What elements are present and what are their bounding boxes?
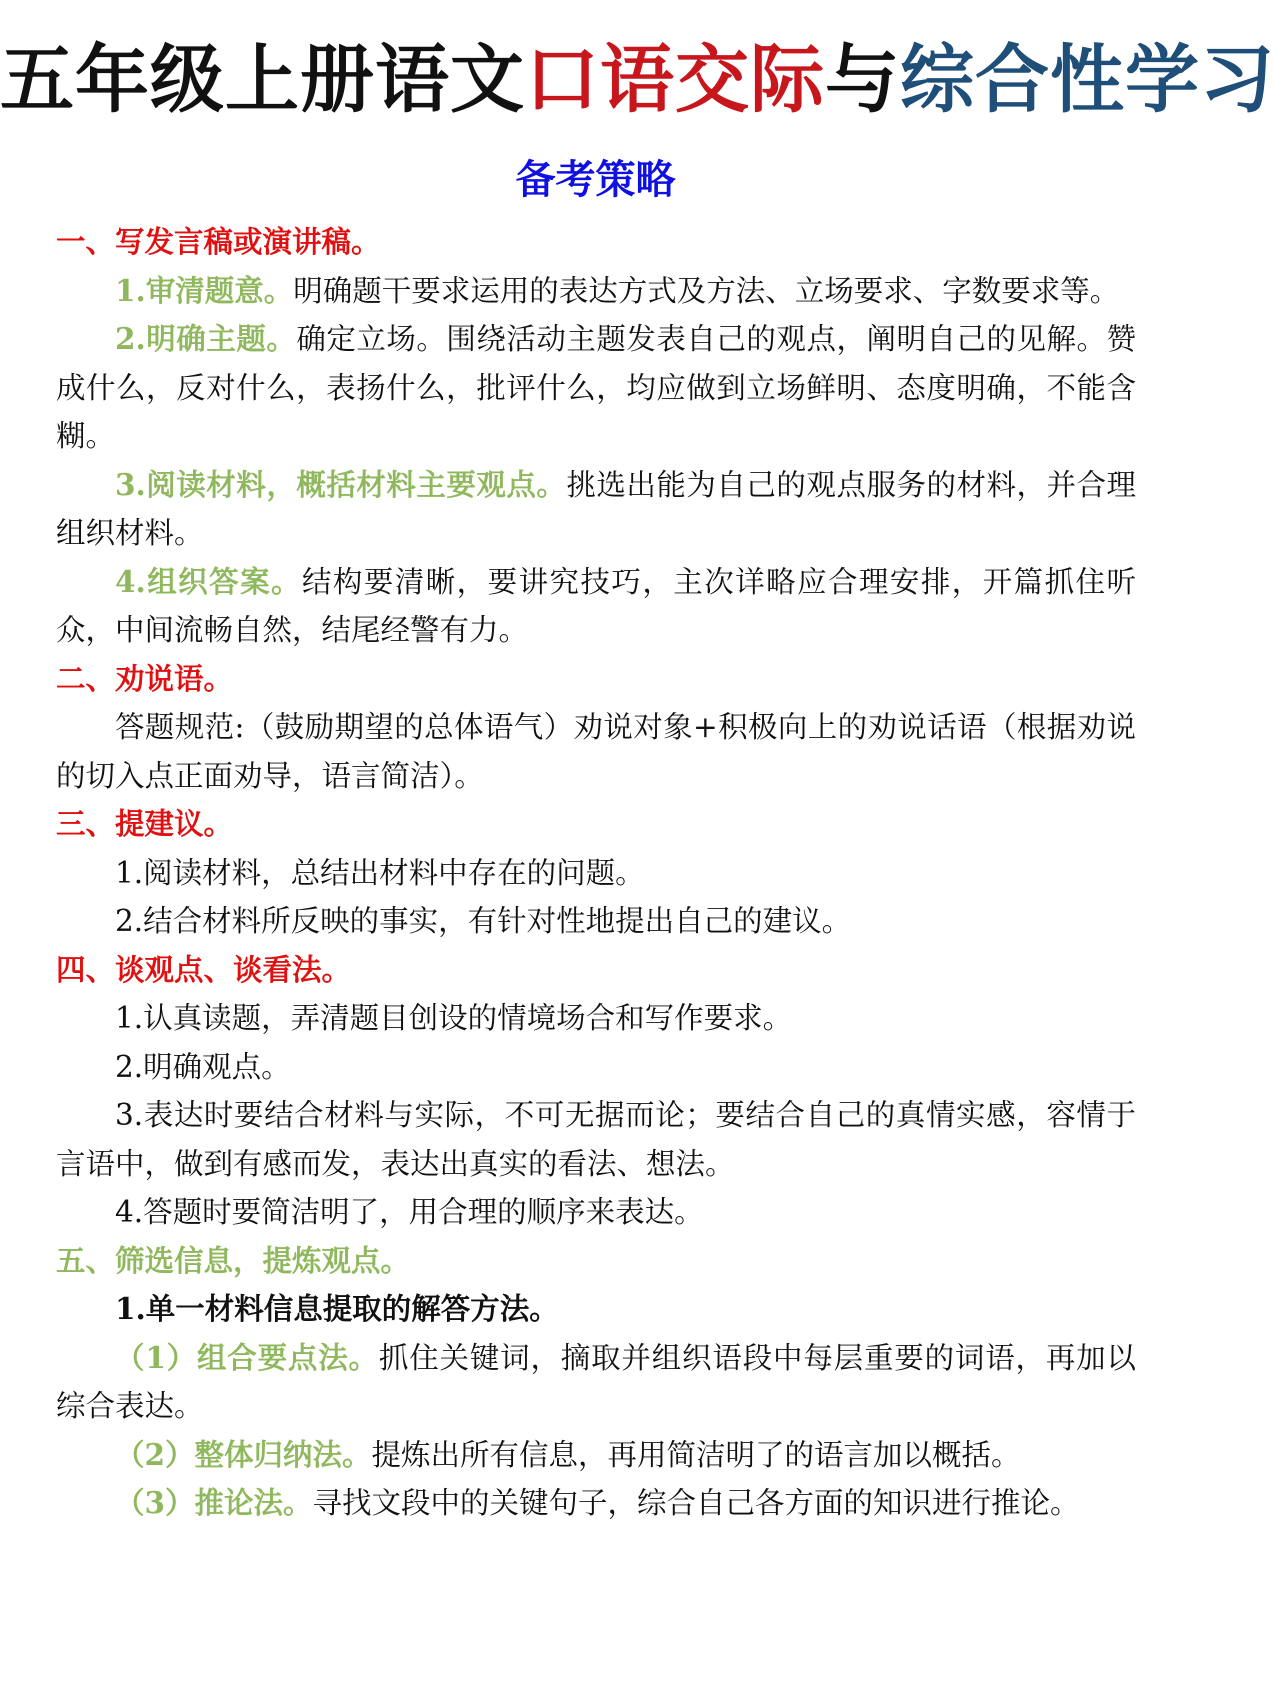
section-4-item-2: 2.明确观点。 <box>115 1049 291 1084</box>
item-lead: 1.审清题意。 <box>115 272 294 308</box>
section-heading-4: 四、谈观点、谈看法。 <box>56 951 352 987</box>
section-1-item-2 <box>56 315 1136 461</box>
section-5-subheading: 1.单一材料信息提取的解答方法。 <box>115 1291 559 1326</box>
section-4-item-3: 3.表达时要结合材料与实际，不可无据而论；要结合自己的真情实感，容情于言语中，做到有感而发，表达出真实的看法、想法。 <box>56 1098 1136 1181</box>
item-text: 确定立场。围绕活动主题发表自己的观点，阐明自己的见解。赞成什么，反对什么，表扬什么，批评什么，均应做到立场鲜明、态度明确，不能含糊。 <box>56 322 1136 453</box>
section-2-item-1: 答题规范:（鼓励期望的总体语气）劝说对象+积极向上的劝说话语（根据劝说的切入点正面劝导，语言简洁）。 <box>56 710 1136 793</box>
item-lead: 4.组织答案。 <box>115 563 302 599</box>
section-heading-3: 三、提建议。 <box>56 806 234 841</box>
item-lead: （2）整体归纳法。 <box>115 1436 372 1472</box>
title-part-and: 与 <box>825 37 900 123</box>
item-text: 寻找文段中的关键句子，综合自己各方面的知识进行推论。 <box>312 1486 1080 1520</box>
item-lead: （1）组合要点法。 <box>115 1339 379 1375</box>
item-lead: 3.阅读材料，概括材料主要观点。 <box>115 466 567 502</box>
page-subtitle: 备考策略 <box>515 156 676 203</box>
title-part-grade: 五年级上册语文 <box>0 37 525 123</box>
item-text: 结构要清晰，要讲究技巧，主次详略应合理安排，开篇抓住听众，中间流畅自然，结尾经警有力。 <box>56 564 1136 647</box>
section-heading-5: 五、筛选信息，提炼观点。 <box>56 1242 411 1278</box>
title-part-oral: 口语交际 <box>525 37 825 123</box>
section-heading-1: 一、写发言稿或演讲稿。 <box>56 224 381 259</box>
section-heading-2: 二、劝说语。 <box>56 660 234 696</box>
section-4-item-4: 4.答题时要简洁明了，用合理的顺序来表达。 <box>115 1195 704 1229</box>
section-1-item-4 <box>56 558 1136 655</box>
section-1-item-3 <box>56 461 1136 558</box>
item-lead: 2.明确主题。 <box>115 321 297 356</box>
section-3-item-1: 1.阅读材料，总结出材料中存在的问题。 <box>115 855 645 890</box>
section-5-item-1 <box>56 1334 1136 1431</box>
item-text: 挑选出能为自己的观点服务的材料，并合理组织材料。 <box>56 467 1136 550</box>
item-text: 明确题干要求运用的表达方式及方法、立场要求、字数要求等。 <box>293 273 1120 308</box>
section-4-item-1: 1.认真读题，弄清题目创设的情境场合和写作要求。 <box>115 1001 793 1035</box>
item-lead: （3）推论法。 <box>115 1485 313 1520</box>
section-3-item-2: 2.结合材料所反映的事实，有针对性地提出自己的建议。 <box>115 904 852 938</box>
section-5-item-2 <box>56 1431 1136 1480</box>
title-part-comprehensive: 综合性学习 <box>900 37 1275 123</box>
document-body <box>56 218 1136 1528</box>
item-text: 提炼出所有信息，再用简洁明了的语言加以概括。 <box>371 1437 1021 1472</box>
section-1-item-1 <box>56 267 1136 316</box>
page-title <box>0 30 1275 130</box>
section-5-item-3 <box>56 1479 1136 1528</box>
item-text: 抓住关键词，摘取并组织语段中每层重要的词语，再加以综合表达。 <box>56 1340 1136 1423</box>
